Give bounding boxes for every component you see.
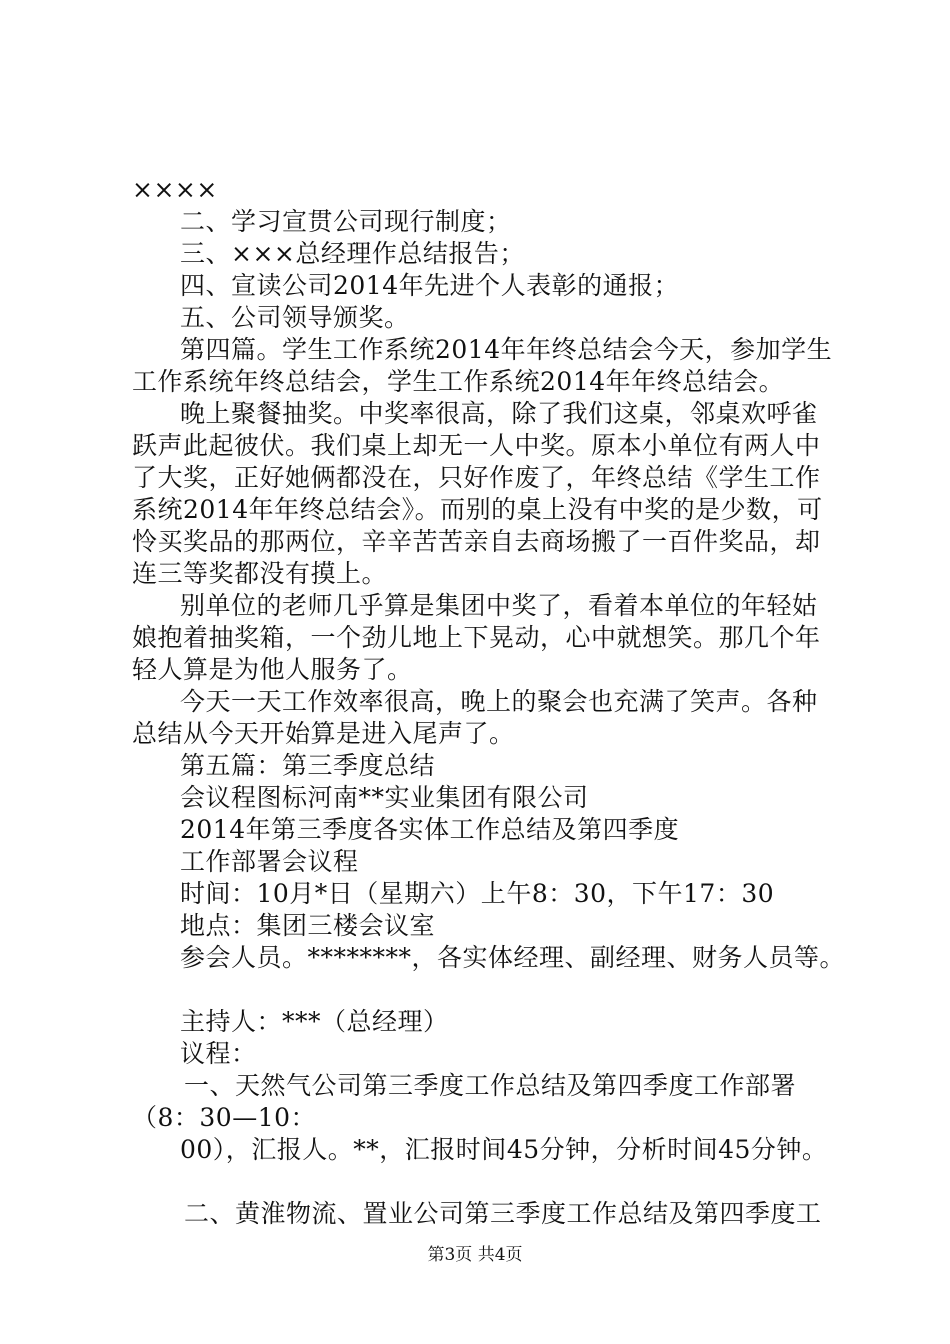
page-footer: 第3页 共4页 xyxy=(427,1245,523,1265)
paragraph-start: 今天一天工作效率很高，晚上的聚会也充满了笑声。各种 xyxy=(180,687,818,716)
text-line: （8：30—10： xyxy=(132,1103,317,1132)
text-line: 了大奖，正好她俩都没在，只好作废了，年终总结《学生工作 xyxy=(132,463,821,492)
agenda-title: 工作部署会议程 xyxy=(180,847,359,876)
meeting-time: 时间：10月*日（星期六）上午8：30，下午17：30 xyxy=(180,879,775,908)
agenda-item: 五、公司领导颁奖。 xyxy=(180,303,410,332)
text-line: 系统2014年年终总结会》。而别的桌上没有中奖的是少数，可 xyxy=(132,495,823,524)
text-line: 连三等奖都没有摸上。 xyxy=(132,559,388,588)
paragraph-start: 晚上聚餐抽奖。中奖率很高，除了我们这桌，邻桌欢呼雀 xyxy=(180,399,818,428)
meeting-attendees: 参会人员。********，各实体经理、副经理、财务人员等。 xyxy=(180,943,846,972)
meeting-host: 主持人：***（总经理） xyxy=(180,1007,449,1036)
agenda-item: 四、宣读公司2014年先进个人表彰的通报； xyxy=(180,271,680,300)
agenda-item: 一、天然气公司第三季度工作总结及第四季度工作部署 xyxy=(184,1071,797,1100)
text-line: 轻人算是为他人服务了。 xyxy=(132,655,413,684)
text-line: 娘抱着抽奖箱，一个劲儿地上下晃动，心中就想笑。那几个年 xyxy=(132,623,821,652)
blank-line xyxy=(132,1166,852,1198)
text-line: 跃声此起彼伏。我们桌上却无一人中奖。原本小单位有两人中 xyxy=(132,431,821,460)
text-line: 总结从今天开始算是进入尾声了。 xyxy=(132,719,515,748)
paragraph-start: 别单位的老师几乎算是集团中奖了，看着本单位的年轻姑 xyxy=(180,591,818,620)
text-line: 工作系统年终总结会，学生工作系统2014年年终总结会。 xyxy=(132,367,785,396)
agenda-item: 二、学习宣贯公司现行制度； xyxy=(180,207,512,236)
section-heading-5: 第五篇：第三季度总结 xyxy=(180,751,436,780)
agenda-title: 会议程图标河南**实业集团有限公司 xyxy=(180,783,589,812)
agenda-label: 议程： xyxy=(180,1039,257,1068)
document-body xyxy=(132,174,852,1230)
agenda-title: 2014年第三季度各实体工作总结及第四季度 xyxy=(180,815,680,844)
text-line: 00），汇报人。**，汇报时间45分钟，分析时间45分钟。 xyxy=(180,1135,828,1164)
section-heading-4: 第四篇。学生工作系统2014年年终总结会今天，参加学生 xyxy=(180,335,833,364)
text-line: ×××× xyxy=(132,175,218,204)
blank-line xyxy=(132,974,852,1006)
agenda-item: 三、×××总经理作总结报告； xyxy=(180,239,525,268)
text-line: 怜买奖品的那两位，辛辛苦苦亲自去商场搬了一百件奖品，却 xyxy=(132,527,821,556)
agenda-item: 二、黄淮物流、置业公司第三季度工作总结及第四季度工 xyxy=(184,1199,822,1228)
meeting-location: 地点：集团三楼会议室 xyxy=(180,911,436,940)
